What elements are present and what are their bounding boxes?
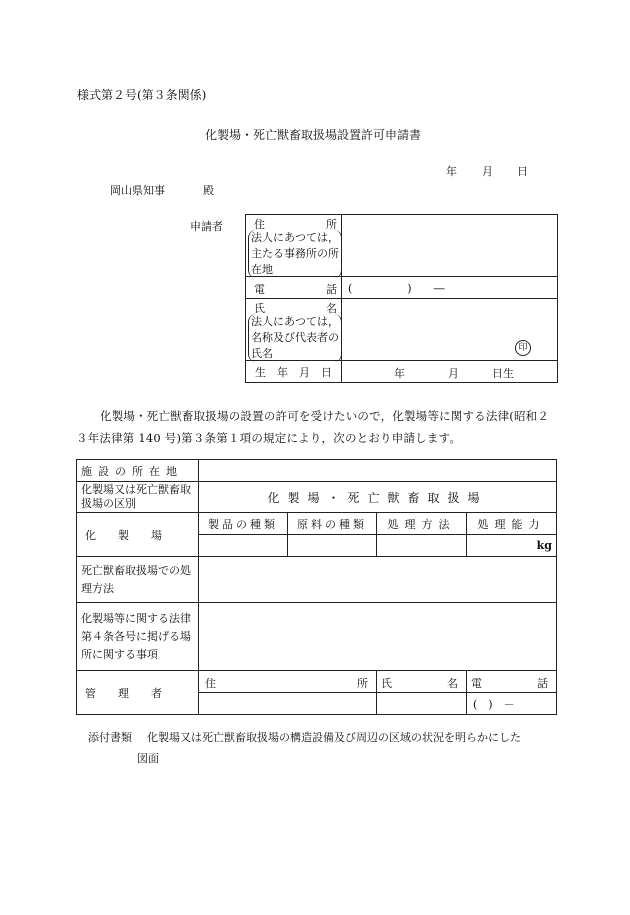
applicant-label: 申請者 [190, 220, 223, 233]
dob-day: 日生 [492, 367, 514, 380]
mgr-address-header [199, 671, 377, 693]
manager-label: 管 理 者 [77, 671, 199, 715]
applicant-phone-label-cell [246, 277, 342, 299]
applicant-name-label-cell [246, 299, 342, 361]
material-field[interactable] [288, 535, 377, 557]
attachment-text-2: 図面 [137, 752, 159, 765]
form-number: 様式第２号(第３条関係) [77, 88, 207, 102]
addressee: 岡山県知事 [110, 184, 165, 197]
method-field[interactable] [377, 535, 467, 557]
name-note: 法人にあつては，名称及び代表者の氏名 [248, 314, 342, 362]
applicant-name-field[interactable] [342, 299, 558, 361]
mgr-name-2: 名 [447, 677, 458, 690]
mgr-phone-field[interactable]: ( ) － [467, 693, 557, 715]
address-label-1: 住 [254, 218, 265, 231]
mgr-name-header [377, 671, 467, 693]
phone-label-1: 電 [254, 283, 265, 296]
application-statement: 化製場・死亡獣畜取扱場の設置の許可を受けたいので，化製場等に関する法律(昭和２３年法律第 140 号)第３条第１項の規定により，次のとおり申請します。 [76, 409, 550, 445]
category-value[interactable]: 化製場・死亡獣畜取扱場 [199, 482, 557, 513]
date-day: 日 [517, 165, 528, 178]
product-field[interactable] [199, 535, 288, 557]
attachment-text: 化製場又は死亡獣畜取扱場の構造設備及び周辺の区域の状況を明らかにした [147, 731, 521, 744]
law-label: 化製場等に関する法律第４条各号に掲げる場所に関する事項 [77, 603, 199, 671]
col-product-header: 製品の種類 [199, 513, 288, 535]
phone-label-2: 話 [326, 283, 337, 296]
mgr-phone-header [467, 671, 557, 693]
rendering-label: 化 製 場 [77, 513, 199, 557]
mgr-address-field[interactable] [199, 693, 377, 715]
law-field[interactable] [199, 603, 557, 671]
location-field[interactable] [199, 460, 557, 482]
name-label-1: 氏 [254, 302, 265, 315]
applicant-address-label-cell [246, 215, 342, 277]
applicant-dob-field[interactable] [342, 361, 558, 383]
form-title: 化製場・死亡獣畜取扱場設置許可申請書 [205, 128, 422, 142]
disposal-field[interactable] [199, 557, 557, 603]
name-label-2: 名 [326, 302, 337, 315]
mgr-phone-2: 話 [537, 677, 548, 690]
honorific: 殿 [203, 184, 214, 197]
mgr-name-1: 氏 [381, 677, 392, 690]
address-note: 法人にあつては，主たる事務所の所在地 [248, 230, 342, 278]
capacity-field[interactable]: kg [467, 535, 557, 557]
applicant-address-field[interactable] [342, 215, 558, 277]
seal-icon: 印 [515, 340, 531, 356]
mgr-name-field[interactable] [377, 693, 467, 715]
address-label-2: 所 [326, 218, 337, 231]
col-capacity-header: 処理能力 [467, 513, 557, 535]
facility-table [76, 459, 557, 715]
category-label: 化製場又は死亡獣畜取扱場の区別 [77, 482, 199, 513]
mgr-address-1: 住 [205, 677, 216, 690]
disposal-label: 死亡獣畜取扱場での処理方法 [77, 557, 199, 603]
location-label: 施設の所在地 [77, 460, 199, 482]
dob-year: 年 [394, 367, 405, 380]
date-month: 月 [482, 165, 493, 178]
applicant-phone-field[interactable]: ( ) ― [342, 277, 558, 299]
col-material-header: 原料の種類 [288, 513, 377, 535]
dob-month: 月 [448, 367, 459, 380]
dob-label: 生 年 月 日 [246, 361, 342, 383]
col-method-header: 処理方法 [377, 513, 467, 535]
mgr-address-2: 所 [357, 677, 368, 690]
attachment-label: 添付書類 [88, 731, 132, 744]
applicant-table [245, 214, 558, 383]
mgr-phone-1: 電 [471, 677, 482, 690]
date-year: 年 [446, 165, 457, 178]
